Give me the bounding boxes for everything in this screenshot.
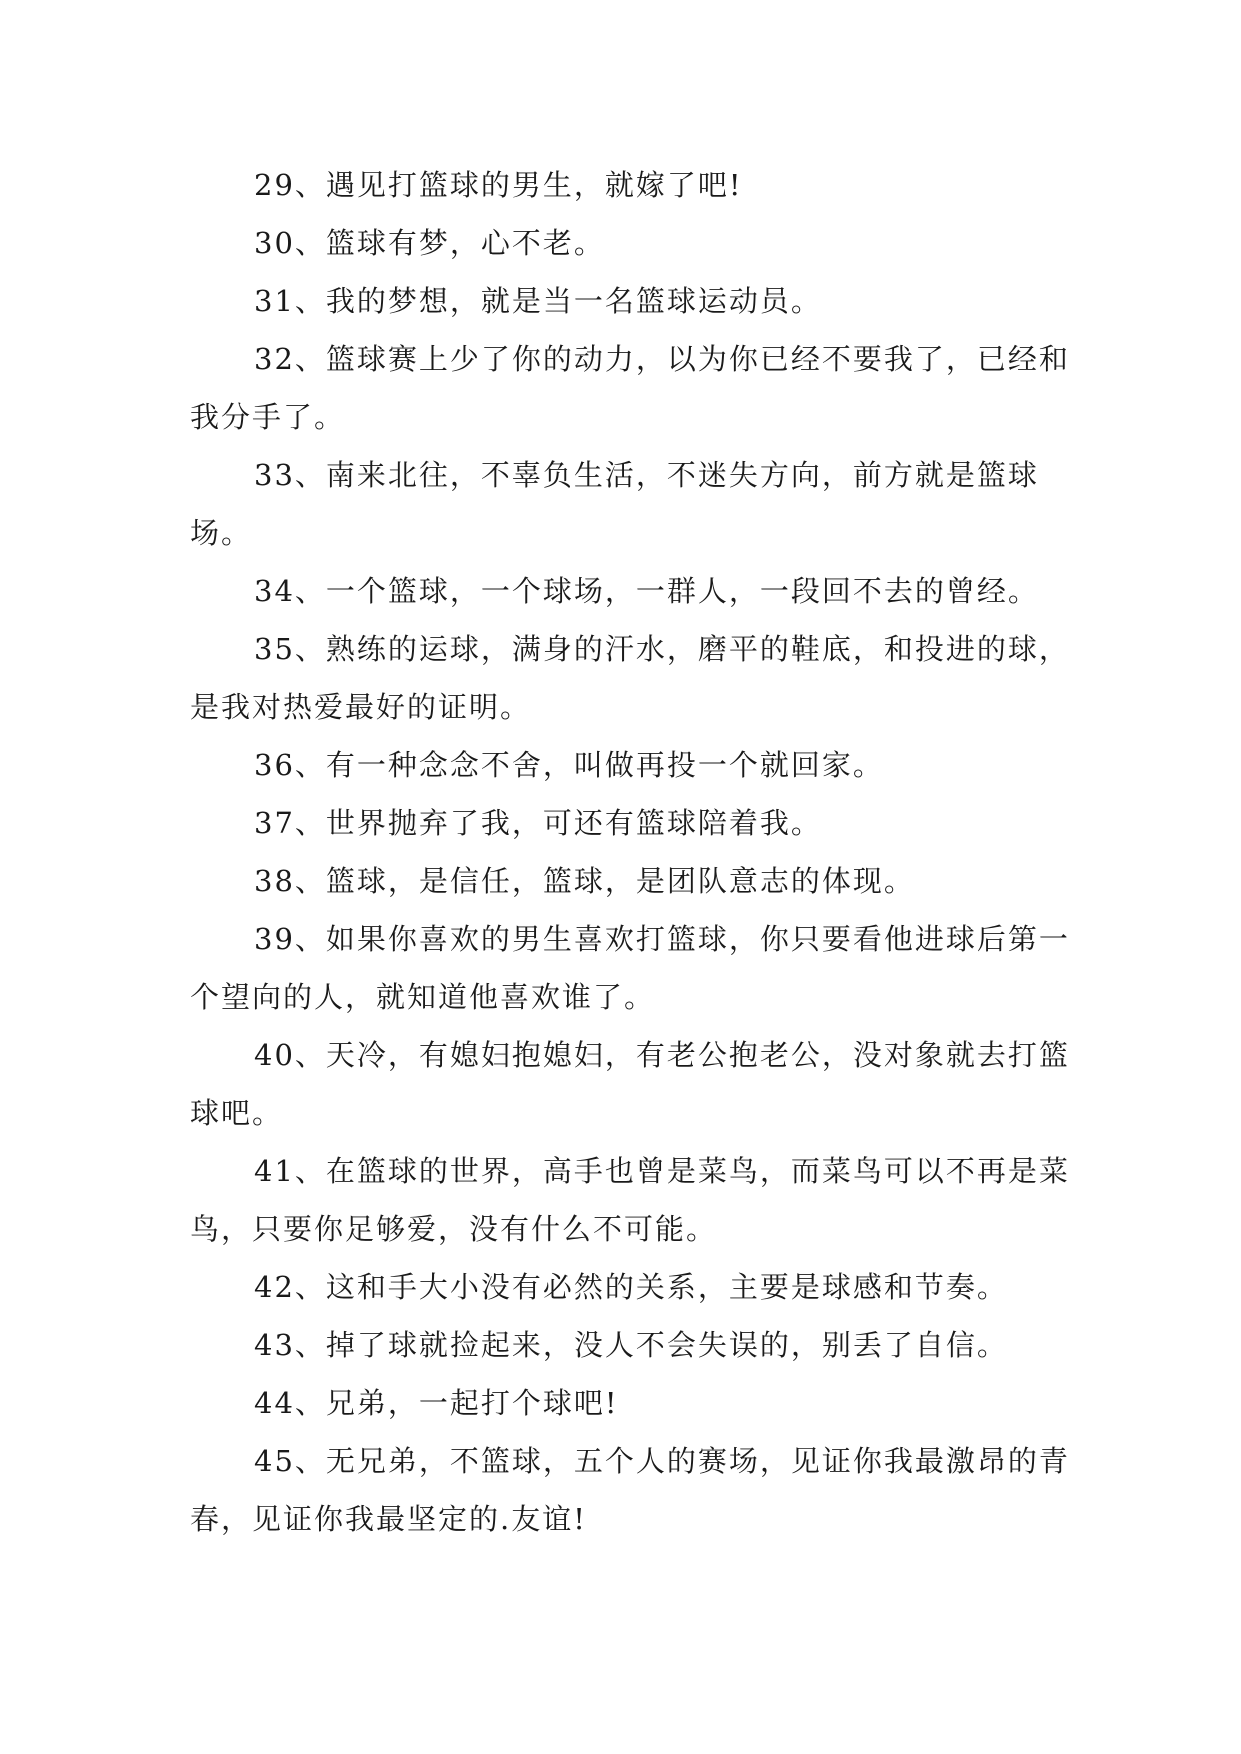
paragraph-30: 30、篮球有梦，心不老。 <box>254 226 605 260</box>
paragraph-40: 40、天冷，有媳妇抱媳妇，有老公抱老公，没对象就去打篮球吧。 <box>190 1038 1070 1130</box>
paragraph-32: 32、篮球赛上少了你的动力，以为你已经不要我了，已经和我分手了。 <box>190 342 1070 434</box>
paragraph-33: 33、南来北往，不辜负生活，不迷失方向，前方就是篮球场。 <box>190 458 1039 550</box>
paragraph-38: 38、篮球，是信任，篮球，是团队意志的体现。 <box>254 864 915 898</box>
paragraph-31: 31、我的梦想，就是当一名篮球运动员。 <box>254 284 822 318</box>
paragraph-41: 41、在篮球的世界，高手也曾是菜鸟，而菜鸟可以不再是菜鸟，只要你足够爱，没有什么不可能。 <box>190 1154 1070 1246</box>
paragraph-44: 44、兄弟，一起打个球吧! <box>254 1386 619 1420</box>
paragraph-29: 29、遇见打篮球的男生，就嫁了吧! <box>254 168 743 202</box>
document-body <box>190 156 1070 1548</box>
paragraph-45: 45、无兄弟，不篮球，五个人的赛场，见证你我最激昂的青春，见证你我最坚定的.友谊! <box>190 1444 1070 1536</box>
paragraph-34: 34、一个篮球，一个球场，一群人，一段回不去的曾经。 <box>254 574 1039 608</box>
paragraph-35: 35、熟练的运球，满身的汗水，磨平的鞋底，和投进的球，是我对热爱最好的证明。 <box>190 632 1070 724</box>
paragraph-36: 36、有一种念念不舍，叫做再投一个就回家。 <box>254 748 884 782</box>
paragraph-42: 42、这和手大小没有必然的关系，主要是球感和节奏。 <box>254 1270 1008 1304</box>
paragraph-37: 37、世界抛弃了我，可还有篮球陪着我。 <box>254 806 822 840</box>
paragraph-39: 39、如果你喜欢的男生喜欢打篮球，你只要看他进球后第一个望向的人，就知道他喜欢谁了。 <box>190 922 1070 1014</box>
paragraph-43: 43、掉了球就捡起来，没人不会失误的，别丢了自信。 <box>254 1328 1008 1362</box>
